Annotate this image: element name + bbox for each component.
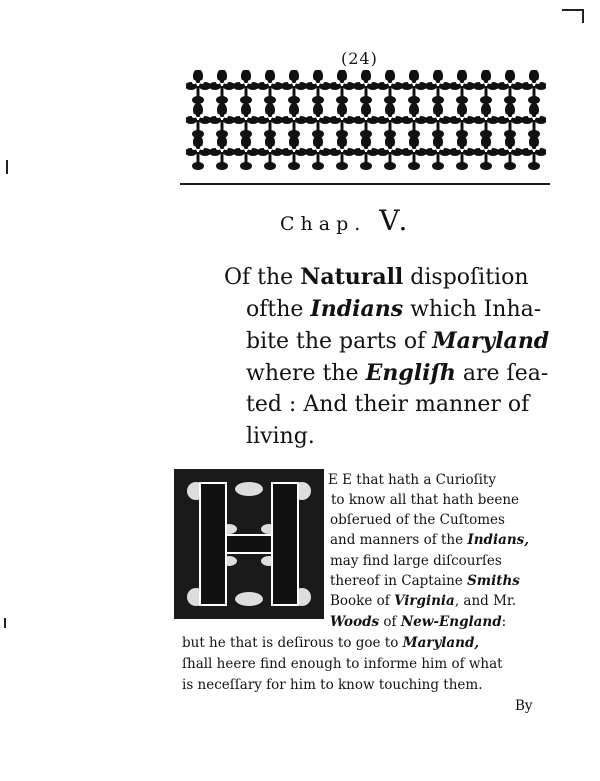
- margin-mark: [6, 160, 8, 174]
- heading-line-2: ofthe Indians which Inha-: [246, 296, 542, 322]
- dropcap-letter: H: [248, 579, 250, 580]
- body-line-10: ſhall heere find enough to informe him of what: [182, 656, 503, 672]
- body-line-6: thereof in Captaine Smiths: [330, 573, 520, 589]
- margin-mark: [562, 9, 584, 11]
- body-line-3: obſerued of the Cuſtomes: [330, 512, 505, 528]
- heading-line-1: Of the Naturall dispoſition: [224, 264, 529, 290]
- body-line-7: Booke of Virginia, and Mr.: [330, 593, 517, 609]
- body-line-9: but he that is deſirous to goe to Maryland,: [182, 635, 480, 651]
- chapter-word: Chap.: [280, 213, 367, 235]
- catchword: By: [515, 698, 533, 714]
- ornament-row-1: [186, 70, 546, 104]
- body-line-11: is neceſſary for him to know touching them.: [182, 677, 483, 693]
- margin-mark: [4, 618, 6, 628]
- body-line-4: and manners of the Indians,: [330, 532, 529, 548]
- margin-mark: [582, 9, 584, 23]
- body-line-2: to know all that hath beene: [331, 492, 520, 508]
- heading-line-5: ted : And their manner of: [246, 392, 530, 417]
- heading-line-4: where the Engliſh are ſea-: [246, 360, 549, 386]
- ornament-row-3: [186, 135, 546, 170]
- heading-line-3: bite the parts of Maryland: [246, 328, 550, 354]
- printers-ornament: [186, 70, 546, 170]
- decorated-dropcap: [174, 469, 324, 619]
- body-line-5: may find large diſcourſes: [330, 553, 502, 569]
- body-line-8: Woods of New-England:: [330, 614, 507, 630]
- body-line-1: E E that hath a Curioſity: [328, 472, 496, 488]
- chapter-title: [280, 204, 411, 237]
- horizontal-rule: [180, 183, 550, 185]
- ornament-row-2: [186, 103, 546, 138]
- page-number: (24): [341, 49, 378, 68]
- chapter-numeral: V.: [379, 204, 412, 237]
- heading-line-6: living.: [246, 424, 315, 449]
